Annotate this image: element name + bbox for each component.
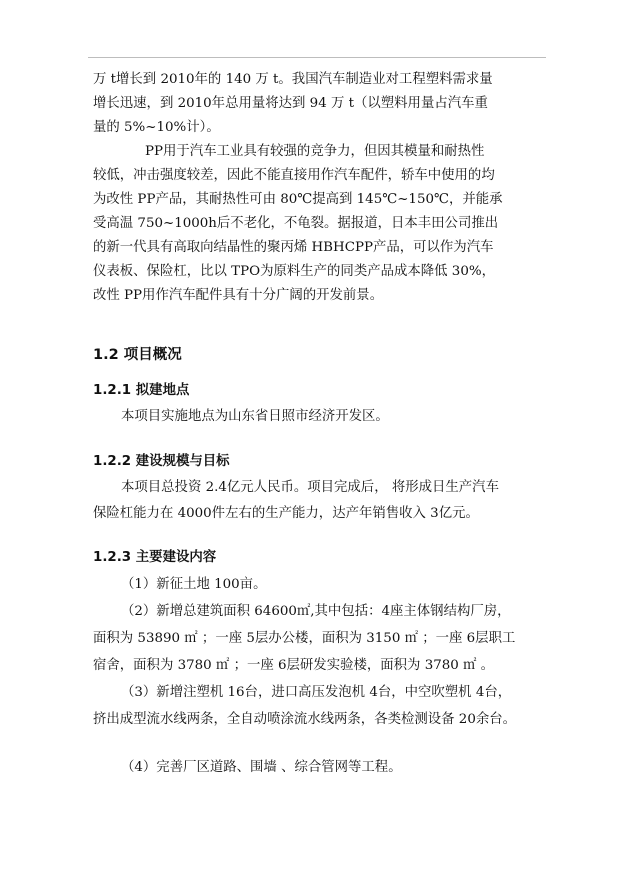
pp-paragraph-line: 的新一代具有高取向结晶性的聚丙烯 HBHCPP产品，可以作为汽车 [93, 240, 494, 255]
body-text-top [93, 68, 555, 308]
section-1-2-1 [93, 379, 563, 429]
pp-paragraph-line: 较低，冲击强度较差，因此不能直接用作汽车配件，轿车中使用的均 [93, 168, 495, 183]
section-heading-1-2-2: 1.2.2 建设规模与目标 [93, 454, 230, 469]
intro-line: 增长迅速，到 2010年总用量将达到 94 万 t（以塑料用量占汽车重 [93, 96, 488, 111]
section-heading-1-2-3: 1.2.3 主要建设内容 [93, 550, 217, 565]
location-text: 本项目实施地点为山东省日照市经济开发区。 [121, 409, 389, 424]
pp-paragraph-line: 仪表板、保险杠，比以 TPO为原料生产的同类产品成本降低 30%， [93, 264, 495, 279]
intro-line: 量的 5%~10%计）。 [93, 120, 220, 135]
section-1-2 [93, 343, 563, 367]
pp-paragraph-line: PP用于汽车工业具有较强的竞争力，但因其模量和耐热性 [145, 144, 485, 159]
section-1-2-3 [93, 546, 563, 780]
section-heading-1-2-1: 1.2.1 拟建地点 [93, 383, 190, 398]
content-item-3-line: （3）新增注塑机 16台，进口高压发泡机 4台，中空吹塑机 4台， [121, 685, 512, 700]
content-item-1: （1）新征土地 100亩。 [121, 577, 267, 592]
header-rule [88, 57, 546, 58]
content-item-2-line: 面积为 53890 ㎡ ；一座 5层办公楼，面积为 3150 ㎡ ；一座 6层职工 [93, 631, 516, 646]
content-item-3-line: 挤出成型流水线两条，全自动喷涂流水线两条，各类检测设备 20余台。 [93, 712, 517, 727]
pp-paragraph-line: 受高温 750~1000h后不老化，不龟裂。据报道，日本丰田公司推出 [93, 216, 499, 231]
pp-paragraph-line: 为改性 PP产品，其耐热性可由 80℃提高到 145℃~150℃，并能承 [93, 192, 503, 207]
content-item-2-line: （2）新增总建筑面积 64600㎡,其中包括：4座主体钢结构厂房， [121, 604, 511, 619]
scale-line: 本项目总投资 2.4亿元人民币。项目完成后， 将形成日生产汽车 [121, 480, 499, 495]
content-item-4: （4）完善厂区道路、围墙 、综合管网等工程。 [121, 760, 402, 775]
pp-paragraph-line: 改性 PP用作汽车配件具有十分广阔的开发前景。 [93, 288, 384, 303]
section-heading-1-2: 1.2 项目概况 [93, 347, 182, 363]
section-1-2-2 [93, 450, 563, 526]
content-item-2-line: 宿舍，面积为 3780 ㎡ ；一座 6层研发实验楼，面积为 3780 ㎡ 。 [93, 658, 495, 673]
scale-line: 保险杠能力在 4000件左右的生产能力，达产年销售收入 3亿元。 [93, 506, 479, 521]
intro-line: 万 t增长到 2010年的 140 万 t。我国汽车制造业对工程塑料需求量 [93, 72, 493, 87]
